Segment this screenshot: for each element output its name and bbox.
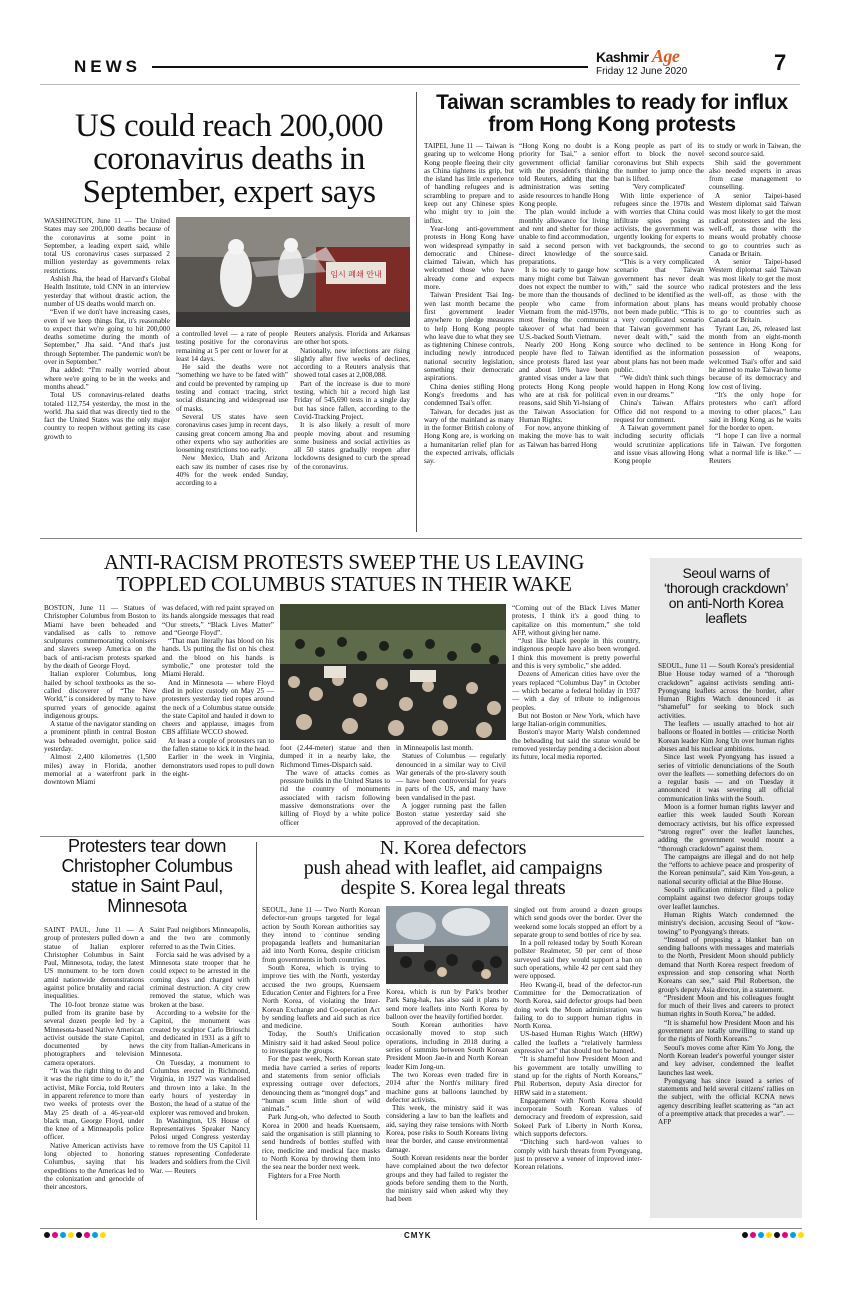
- anti-paragraph: Dozens of American cities have over the years replaced “Columbus Day” in October — which became a federal holiday in 1937 — with a day of tribute to indigenous peoples.: [512, 670, 640, 712]
- minnesota-paragraph: Saint Paul neighbors Minneapolis, and the two are commonly referred to as the Twin Cities.: [150, 926, 250, 951]
- anti-paragraph: Almost 2,400 kilometres (1,500 miles) away in Florida, another memorial at a waterfront park in downtown Miami: [44, 753, 156, 787]
- anti-paragraph: foot (2.44-meter) statue and then dumped it in a nearby lake, the Richmond Times-Dispatch said.: [280, 744, 390, 769]
- anti-paragraph: Boston's mayor Marty Walsh condemned the beheading but said the statue would be removed yesterday pending a decision about its future, local media reported.: [512, 728, 640, 762]
- footer-rule: [40, 1228, 802, 1229]
- minnesota-headline: Protesters tear down Christopher Columbus statue in Saint Paul, Minnesota: [61, 836, 233, 916]
- registration-dot: [790, 1232, 796, 1238]
- anti-paragraph: At least a couple of protesters ran to the fallen statue to kick it in the head.: [162, 736, 274, 754]
- nk-paragraph: South Korean residents near the border have complained about the two defector groups and they had failed to register the goods before sending them to the North, the ministry said when asked why they had been: [386, 1153, 508, 1204]
- registration-dot: [774, 1232, 780, 1238]
- taiwan-subhead: 'Very complicated': [632, 183, 686, 192]
- registration-dot: [100, 1232, 106, 1238]
- taiwan-paragraph: Nearly 200 Hong Kong people have fled to Taiwan since protests flared last year and about 10% have been granted visas under a law that protects Hong Kong people who are at risk for political reasons, said Shih Yi-hsiang of the Taiwan Association for Human Rights.: [519, 341, 609, 424]
- anti-paragraph: And in Minnesota — where Floyd died in police custody on May 25 — protesters yesterday tied ropes around the neck of a Columbus statue outside the state Capitol and hauled it down to cheers and applause, images from CBS affiliate WCCO showed.: [162, 678, 274, 737]
- minnesota-paragraph: SAINT PAUL, June 11 — A group of protesters pulled down a statue of Italian explorer Christopher Columbus in Saint Paul, Minnesota, today, the latest US monument to be torn down amid nationwide demonstrations against police brutality and racial inequalities.: [44, 926, 144, 1001]
- taiwan-paragraph: Year-long anti-government protests in Hong Kong have won widespread sympathy in democratic and Chinese-claimed Taiwan, which has welcomed those who have already come and expects more.: [424, 224, 514, 292]
- taiwan-paragraph: “This is a very complicated scenario that Taiwan government has never dealt with,” said the source who declined to be identified as the information about plans has not been made public. “This is a very complicated scenario that Taiwan government has never dealt with,” said the source who declined to be identified as the information about plans has not been made public.: [614, 258, 704, 375]
- seoul-paragraph: Seoul's moves come after Kim Yo Jong, the North Korean leader's powerful younger sister and key adviser, condemned the leaflet launches last week.: [658, 1043, 794, 1077]
- nk-paragraph: Park Jung-oh, who defected to South Korea in 2000 and heads Kuensaem, said the organisation is still planning to send hundreds of bottles stuffed with rice, medicine and medical face masks to North Korea by throwing them into the sea near the border next week.: [262, 1113, 380, 1172]
- taiwan-paragraph: A Taiwan government panel including security officials would scrutinize applications and issue visas allowing Hong Kong people: [614, 424, 704, 466]
- taiwan-col-4: [709, 142, 801, 532]
- nk-paragraph: The two Koreas even traded fire in 2014 after the North's military fired machine guns at balloons launched by defector activists.: [386, 1070, 508, 1104]
- us-paragraph: “Even if we don't have increasing cases, even if we keep things flat, it's reasonable to expect that we're going to hit 200,000 deaths sometime during the month of September,” Jha said. “And that's just through September. The pandemic won't be over in September.”: [44, 308, 170, 367]
- seoul-paragraph: Seoul's unification ministry filed a police complaint against two defector groups today over leaflet launches.: [658, 886, 794, 911]
- us-taiwan-divider: [416, 92, 417, 532]
- taiwan-paragraph: Tyrant Lau, 26, released last month from an eight-month sentence in Hong Kong for possession of weapons, welcomed Tsai's offer and said he aimed to make Taiwan home because of its democracy and low cost of living.: [709, 324, 801, 391]
- photo-workers-spraying: [176, 217, 410, 327]
- taiwan-paragraph: China denies stifling Hong Kong's freedoms and has condemned Tsai's offer.: [424, 382, 514, 408]
- taiwan-paragraph: TAIPEI, June 11 — Taiwan is gearing up to welcome Hong Kong people fleeing their city as China tightens its grip, but the island has little experience of handling refugees and is scrambling to prepare and to keep out any Chinese spies who might try to join the influx.: [424, 142, 514, 225]
- nk-headline-3: despite S. Korea legal threats: [340, 877, 566, 899]
- taiwan-paragraph: Taiwan President Tsai Ing-wen last month became the first government leader anywhere to pledge measures to help Hong Kong people who leave due to what they see as tightening Chinese controls, including newly introduced national security legislation, something their democratic aspirations.: [424, 291, 514, 383]
- color-registration-right: [742, 1232, 804, 1238]
- minnesota-paragraph: The 10-foot bronze statue was pulled from its granite base by several dozen people led by a Minnesota-based Native American activist outside the state Capitol, documented by news photographers and television camera operators.: [44, 1000, 144, 1067]
- minnesota-divider: [256, 842, 257, 1220]
- nk-paragraph: In a poll released today by South Korean pollster Realmeter, 50 per cent of those surveyed said they would support a ban on such operations, while 42 per cent said they were opposed.: [514, 939, 642, 981]
- taiwan-paragraph: “We didn't think such things would happen in Hong Kong even in our dreams.”: [614, 374, 704, 399]
- registration-dot: [68, 1232, 74, 1238]
- anti-paragraph: A jogger running past the fallen Boston statue yesterday said she approved of the decapitation.: [396, 802, 506, 827]
- taiwan-paragraph: “I hope I can live a normal life in Taiwan. I've forgotten what a normal life is like.” — Reuters: [709, 432, 801, 466]
- seoul-paragraph: “Instead of proposing a blanket ban on sending balloons with messages and materials to the North, President Moon should publicly demand that North Korea respect freedom of expression and stop censoring what North Koreans can see,” said Phil Robertson, the group's deputy Asia director, in a statement.: [658, 935, 794, 994]
- taiwan-paragraph: China's Taiwan Affairs Office did not respond to a request for comment.: [614, 399, 704, 424]
- minnesota-col-1: [44, 926, 144, 1220]
- anti-paragraph: was defaced, with red paint sprayed on its hands alongside messages that read “Our streets,” “Black Lives Matter” and “George Floyd”.: [162, 604, 274, 637]
- minnesota-paragraph: According to a website for the Capitol, the monument was created by sculptor Carlo Brioschi and dedicated in 1931 as a gift to the city from Italian-Americans in Minnesota.: [150, 1008, 250, 1059]
- registration-dot: [742, 1232, 748, 1238]
- seoul-paragraph: “It is shameful how President Moon and his government are totally unwilling to stand up for the rights of North Koreans.”: [658, 1018, 794, 1044]
- us-headline: US could reach 200,000 coronavirus deaths in September, expert says: [75, 108, 383, 210]
- taiwan-paragraph: Taiwan, for decades just as wary of the mainland as many in the former British colony of Hong Kong are, is working on a humanitarian relief plan for the expected arrivals, officials say.: [424, 407, 514, 466]
- taiwan-paragraph: A senior Taipei-based Western diplomat said Taiwan was most likely to get the most radical protesters and the less well-off, as those with the means would probably choose to go to countries such as Canada or Britain.: [709, 258, 801, 325]
- date-line: Friday 12 June 2020: [596, 66, 688, 77]
- taiwan-paragraph: Kong people as part of its effort to block the novel coronavirus but Shih expects the number to jump once the ban is lifted.: [614, 142, 704, 184]
- seoul-paragraph: The campaigns are illegal and do not help the “efforts to achieve peace and prosperity of the Korean peninsula”, said Kim You-geun, a national security official at the Blue House.: [658, 852, 794, 886]
- registration-dot: [750, 1232, 756, 1238]
- anti-col-2: [162, 604, 274, 830]
- us-paragraph: New Mexico, Utah and Arizona each saw its number of cases rise by 40% for the week ended Sunday, according to a: [176, 454, 288, 488]
- anti-col-4: [396, 744, 506, 830]
- masthead-logo: [596, 46, 679, 67]
- photo-sign-text: 임시 폐쇄 안내: [330, 270, 382, 279]
- anti-col-1: [44, 604, 156, 830]
- nk-headline-2: push ahead with leaflet, aid campaigns: [303, 857, 603, 879]
- masthead-age: Age: [651, 46, 680, 66]
- us-paragraph: Part of the increase is due to more testing, which hit a record high last Friday of 545,690 tests in a single day but has since fallen, according to the Covid-Tracking Project.: [294, 379, 410, 421]
- photo-protest-crowd: [280, 604, 506, 740]
- nk-paragraph: SEOUL, June 11 — Two North Korean defector-run groups targeted for legal action by South Korean authorities say they intend to continue sending propaganda leaflets and humanitarian aid into North Korea, despite criticism from governments in both countries.: [262, 906, 380, 964]
- taiwan-paragraph: to study or work in Taiwan, the second source said.: [709, 142, 801, 159]
- us-paragraph: It is also likely a result of more people moving about and resuming some business and social activities as all 50 states gradually reopen after lockdowns designed to curb the spread of the coronavirus.: [294, 421, 410, 471]
- taiwan-paragraph: Shih said the government also needed experts in areas from case management to counselling.: [709, 158, 801, 192]
- seoul-body: [658, 662, 794, 1214]
- us-paragraph: Jha added: “I'm really worried about where we're going to be in the weeks and months ahead.”: [44, 366, 170, 391]
- nk-col-1: [262, 906, 380, 1220]
- nk-paragraph: “It is shameful how President Moon and his government are totally unwilling to stand up for the rights of North Koreans,” Phil Robertson, deputy Asia director for HRW said in a statement.: [514, 1055, 642, 1097]
- registration-dot: [92, 1232, 98, 1238]
- seoul-paragraph: Since last week Pyongyang has issued a series of vitriolic denunciations of the South over the leaflets — something defectors do on a regular basis — and on Tuesday it announced it was severing all official communication links with the South.: [658, 753, 794, 803]
- registration-dot: [60, 1232, 66, 1238]
- seoul-headline: Seoul warns of ‘thorough crackdown’ on anti-North Korea leaflets: [663, 565, 789, 626]
- us-paragraph: Total US coronavirus-related deaths totaled 112,754 yesterday, the most in the world. Jha said that was directly tied to the fact the United States was the only major country to reopen without getting its case growth to: [44, 391, 170, 441]
- nk-headline-1: N. Korea defectors: [379, 837, 527, 859]
- anti-racism-crowd-photo: [280, 604, 506, 740]
- mid-rule: [40, 538, 802, 539]
- us-col-3: [294, 330, 410, 526]
- anti-paragraph: in Minneapolis last month.: [396, 744, 474, 752]
- taiwan-paragraph: “Hong Kong no doubt is a priority for Tsai,” a senior government official familiar with the president's thinking told Reuters, adding that the administration was setting aside resources to handle Hong Kong people.: [519, 142, 609, 209]
- nk-paragraph: Engagement with North Korea should incorporate South Korean values of democracy and freedom of expression, said Sokeel Park of Liberty in North Korea, which supports defectors.: [514, 1096, 642, 1139]
- nk-paragraph: “Ditching such hard-won values to comply with harsh threats from Pyongyang, just to preserve a veneer of improved inter-Korean relations.: [514, 1138, 642, 1172]
- nk-paragraph: Fighters for a Free North: [268, 1171, 340, 1180]
- seoul-paragraph: Pyongyang has since issued a series of statements and held several citizens' rallies on the subject, with the official KCNA news agency describing leaflet scattering as “an act of a preemptive attack that precedes a war”. — AFP: [658, 1076, 794, 1127]
- anti-paragraph: Earlier in the week in Virginia, demonstrators used ropes to pull down the eight-: [162, 753, 274, 778]
- nk-paragraph: This week, the ministry said it was considering a law to ban the leaflets and aid, saying they raise tensions with North Korea, pose risks to South Koreans living near the border, and cause environmental damage.: [386, 1104, 508, 1154]
- minnesota-paragraph: “It was the right thing to do and it was the right time to do it,” the activist, Mike Forcia, told Reuters in apparent reference to more than two weeks of protests over the May 25 death of a 46-year-old black man, George Floyd, under the knee of a Minneapolis police officer.: [44, 1067, 144, 1142]
- us-photo-disinfection: [176, 217, 410, 327]
- registration-dot: [44, 1232, 50, 1238]
- minnesota-paragraph: Native American activists have long objected to honoring Columbus, saying that his expeditions to the Americas led to the colonization and genocide of their ancestors.: [44, 1141, 144, 1192]
- taiwan-paragraph: The plan would include a monthly allowance for living and rent and shelter for those unable to find accommodation, said a second person with direct knowledge of the preparations.: [519, 208, 609, 267]
- taiwan-paragraph: With little experience of refugees since the 1970s and with worries that China could infiltrate spies posing as activists, the government was urgently looking for experts to vet backgrounds, the second source said.: [614, 191, 704, 258]
- registration-dot: [76, 1232, 82, 1238]
- nk-paragraph: US-based Human Rights Watch (HRW) called the leaflets a “relatively harmless expressive act” that should not be banned.: [514, 1030, 642, 1056]
- anti-paragraph: But not Boston or New York, which have large Italian-origin communities.: [512, 711, 640, 729]
- color-registration-left: [44, 1232, 106, 1238]
- us-paragraph: Several US states have seen coronavirus cases jump in recent days, causing great concern among Jha and other experts who say authorities are loosening restrictions too early.: [176, 412, 288, 455]
- registration-dot: [52, 1232, 58, 1238]
- registration-dot: [84, 1232, 90, 1238]
- minnesota-col-2: [150, 926, 250, 1220]
- nk-paragraph: South Korean authorities have occasionally moved to stop such operations, including in 2018 during a series of summits between South Korean President Moon Jae-in and North Korean leader Kim Jong-un.: [386, 1021, 508, 1071]
- minnesota-paragraph: In Washington, US House of Representatives Speaker Nancy Pelosi urged Congress yesterday to remove from the US Capitol 11 statues representing Confederate leaders and soldiers from the Civil War. — Reuters: [150, 1116, 250, 1175]
- us-col-1: [44, 217, 170, 517]
- taiwan-paragraph: A senior Taipei-based Western diplomat said Taiwan was most likely to get the most radical protesters and the less well-off, as those with the means would probably choose to go to countries such as Canada or Britain.: [709, 191, 801, 258]
- anti-paragraph: “That man literally has blood on his hands. Us putting the fist on his chest and the blood on his hands is symbolic,” one protester told the Miami Herald.: [162, 637, 274, 679]
- us-paragraph: a controlled level — a rate of people testing positive for the coronavirus remaining at 5 per cent or lower for at least 14 days.: [176, 330, 288, 363]
- us-col-2: [176, 330, 288, 526]
- header-rule: [152, 66, 588, 68]
- us-paragraph: He said the deaths were not “something we have to be fated with” and could be prevented by ramping up testing and contact tracing, strict social distancing and widespread use of masks.: [176, 363, 288, 413]
- masthead-kashmir: Kashmir: [596, 49, 652, 65]
- registration-dot: [798, 1232, 804, 1238]
- seoul-paragraph: “President Moon and his colleagues fought for much of their lives and careers to protect human rights in South Korea,” he added.: [658, 993, 794, 1019]
- anti-paragraph: A statue of the navigator standing on a prominent plinth in central Boston was beheaded overnight, police said yesterday.: [44, 720, 156, 754]
- nk-paragraph: South Korea, which is trying to improve ties with the North, yesterday accused the two groups, Kuensaem Education Center and Fighters for a Free North Korea, of violating the Inter-Korean Exchange and Co-operation Act by sending leaflets and aid such as rice and medicine.: [262, 964, 380, 1031]
- cmyk-mark: CMYK: [404, 1231, 432, 1240]
- registration-dot: [782, 1232, 788, 1238]
- nk-col-2: [386, 988, 508, 1220]
- taiwan-paragraph: It is too early to gauge how many might come but Taiwan does not expect the number to be more than the thousands of people who came from Vietnam from the mid-1970s, most fleeing the communist takeover of what had been U.S.-backed South Vietnam.: [519, 266, 609, 341]
- seoul-paragraph: SEOUL, June 11 — South Korea's presidential Blue House today warned of a “thorough crackdown” against activists sending anti-Pyongyang leaflets across the border, after Human Rights Watch denounced it as “shameful” for seeking to block such activities.: [658, 662, 794, 720]
- nk-paragraph: singled out from around a dozen groups which send goods over the border. Over the weekend some locals stopped an effort by a separate group to send bottles of rice by sea.: [514, 906, 642, 939]
- us-paragraph: WASHINGTON, June 11 — The United States may see 200,000 deaths because of the coronavirus at some point in September, a leading expert said, while total US coronavirus cases surpassed 2 million yesterday as governments relax restrictions.: [44, 217, 170, 275]
- seoul-paragraph: Human Rights Watch condemned the ministry's decision, accusing Seoul of “kow-towing” to Pyongyang's threats.: [658, 910, 794, 936]
- anti-racism-headline-1: ANTI-RACISM PROTESTS SWEEP THE US LEAVING: [103, 550, 585, 574]
- taiwan-col-1: [424, 142, 514, 532]
- registration-dot: [766, 1232, 772, 1238]
- anti-paragraph: BOSTON, June 11 — Statues of Christopher Columbus from Boston to Miami have been beheaded and vandalised as calls to remove sculptures commemorating colonisers and slavers sweep America on the back of anti-racism protests sparked by the death of George Floyd.: [44, 604, 156, 671]
- us-paragraph: Nationally, new infections are rising slightly after five weeks of declines, according to a Reuters analysis that showed total cases at 2,008,088.: [294, 346, 410, 380]
- photo-defectors-balloons: [386, 906, 508, 984]
- anti-paragraph: “Coming out of the Black Lives Matter protests, I think it's a good thing to capitalize on this momentum,” she told AFP, without giving her name.: [512, 604, 640, 637]
- anti-col-5: [512, 604, 640, 830]
- nk-paragraph: Heo Kwang-il, head of the defector-run Committee for the Democratization of North Korea, said defector groups had been doing work the Moon administration was failing to do to support human rights in North Korea.: [514, 980, 642, 1031]
- page-number: 7: [774, 50, 787, 75]
- nk-col-3: [514, 906, 642, 1220]
- header-bottom-rule: [40, 84, 800, 85]
- taiwan-paragraph: For now, anyone thinking of making the move has to wait as Taiwan has barred Hong: [519, 424, 609, 449]
- seoul-paragraph: Moon is a former human rights lawyer and earlier this week lauded South Korean democracy activists, but his office expressed “strong regret” over the leaflet launches, adding the government would mount a “thorough crackdown” against them.: [658, 803, 794, 853]
- taiwan-col-3: [614, 142, 704, 532]
- section-label: NEWS: [74, 57, 141, 76]
- us-paragraph: Reuters analysis. Florida and Arkansas are other hot spots.: [294, 330, 410, 347]
- registration-dot: [758, 1232, 764, 1238]
- anti-paragraph: The wave of attacks comes as pressure builds in the United States to rid the country of monuments associated with racism following massive demonstrations over the killing of Floyd by a white police officer: [280, 768, 390, 827]
- anti-racism-headline-2: TOPPLED COLUMBUS STATUES IN THEIR WAKE: [116, 572, 572, 596]
- taiwan-col-2: [519, 142, 609, 532]
- taiwan-paragraph: “It's the only hope for protesters who can't afford moving to other places,” Lau said in Hong Kong as he waits for the border to open.: [709, 390, 801, 433]
- anti-paragraph: Italian explorer Columbus, long hailed by school textbooks as the so-called discoverer of “The New World,” is considered by many to have spurred years of genocide against indigenous groups.: [44, 670, 156, 720]
- anti-paragraph: “Just like black people in this country, indigenous people have also been wronged. I think this movement is pretty powerful and this is very symbolic,” she added.: [512, 637, 640, 671]
- nk-paragraph: For the past week, North Korean state media have carried a series of reports and statements from senior officials expressing outrage over defectors, denouncing them as “mongrel dogs” and “human scum little short of wild animals.”: [262, 1055, 380, 1114]
- anti-paragraph: Statues of Columbus — regularly denounced in a similar way to Civil War generals of the pro-slavery south — have been controversial for years in parts of the US, and many have been vandalised in the past.: [396, 752, 506, 802]
- minnesota-paragraph: On Tuesday, a monument to Columbus erected in Richmond, Virginia, in 1927 was vandalised and thrown into a lake. In the early hours of yesterday in Boston, the head of a statue of the explorer was removed and broken.: [150, 1058, 250, 1117]
- nk-balloon-photo: [386, 906, 508, 984]
- seoul-paragraph: The leaflets — usually attached to hot air balloons or floated in bottles — criticise North Korean leader Kim Jong Un over human rights abuses and his nuclear ambitions.: [658, 720, 794, 753]
- us-paragraph: Ashish Jha, the head of Harvard's Global Health Institute, told CNN in an interview yesterday that without drastic action, the number of US deaths would march on.: [44, 275, 170, 308]
- nk-paragraph: Korea, which is run by Park's brother Park Sang-hak, has also said it plans to send more leaflets into North Korea by balloon over the heavily fortified border.: [386, 988, 508, 1021]
- nk-paragraph: Today, the South's Unification Ministry said it had asked Seoul police to investigate the groups.: [262, 1030, 380, 1056]
- taiwan-headline: Taiwan scrambles to ready for influx from Hong Kong protests: [436, 91, 788, 136]
- anti-col-3: [280, 744, 390, 830]
- minnesota-paragraph: Forcia said he was advised by a Minnesota state trooper that he could expect to be arrested in the coming days and charged with criminal destruction. A city crew removed the statue, which was broken at the base.: [150, 950, 250, 1009]
